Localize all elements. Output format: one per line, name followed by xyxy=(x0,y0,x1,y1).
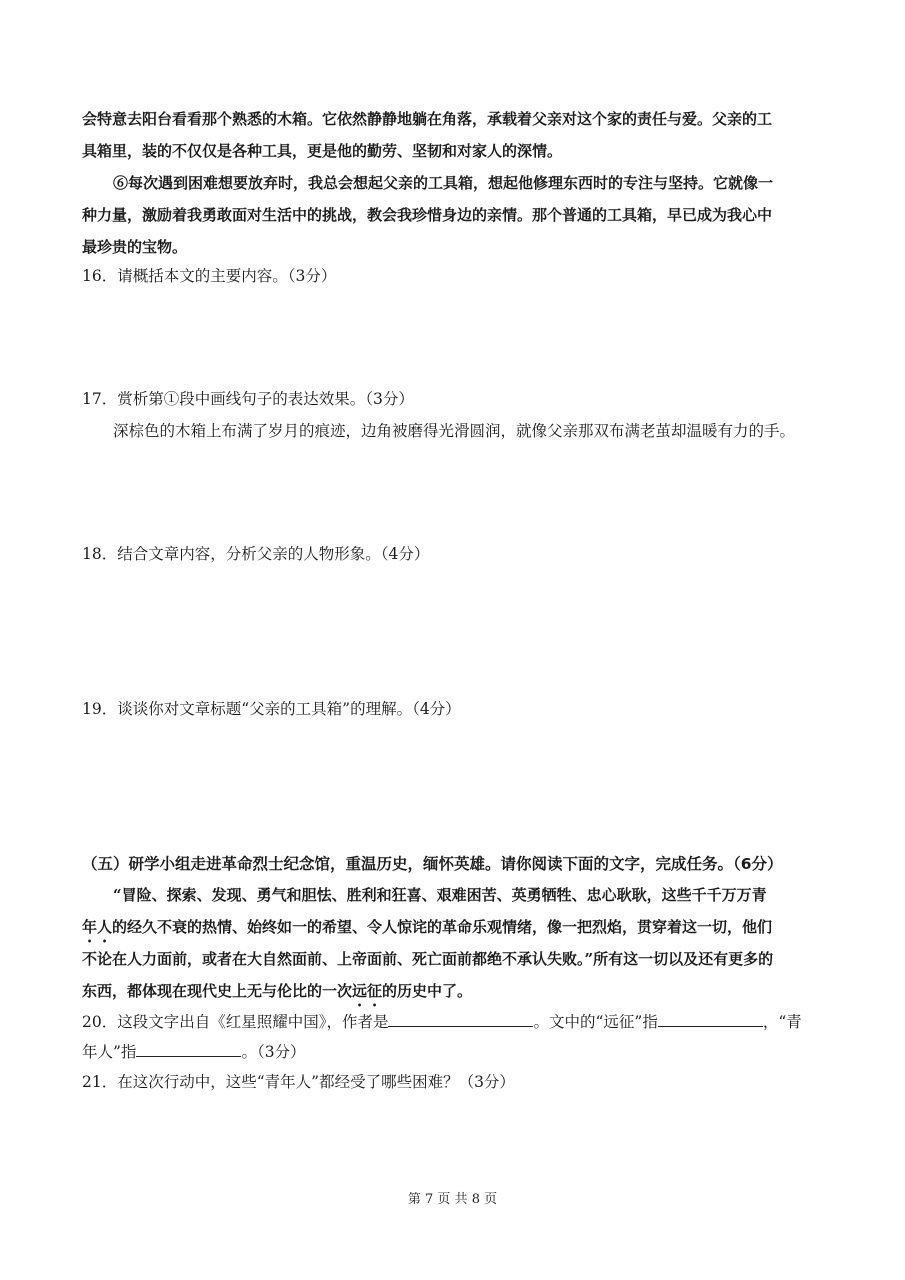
emphasized-char: 人 xyxy=(97,918,113,936)
excerpt-text: 的历史中了。 xyxy=(382,982,473,1000)
question-18: 18．结合文章内容，分析父亲的人物形象。（4分） xyxy=(82,545,430,563)
page-footer: 第 7 页 共 8 页 xyxy=(407,1192,498,1207)
passage-line-1: 会特意去阳台看看那个熟悉的木箱。它依然静静地躺在角落，承载着父亲对这个家的责任与爱。父亲的工 xyxy=(82,110,773,128)
q20-text: 年人”指 xyxy=(82,1043,137,1061)
q20-text: 20．这段文字出自《红星照耀中国》，作者是 xyxy=(82,1013,389,1031)
excerpt-line-1: “冒险、探索、发现、勇气和胆怯、胜利和狂喜、艰难困苦、英勇牺牲、忠心耿耿，这些千千万万青 xyxy=(113,886,767,904)
answer-blank-expedition[interactable] xyxy=(658,1012,763,1027)
q20-text: ，“青 xyxy=(762,1013,802,1031)
excerpt-text: 的经久不衰的热情、始终如一的希望、令人惊诧的革命乐观情绪，像一把烈焰，贯穿着这一切，他们 xyxy=(112,918,773,936)
excerpt-line-4 xyxy=(82,980,823,1010)
question-17: 17．赏析第①段中画线句子的表达效果。（3分） xyxy=(82,390,414,408)
question-20-cont xyxy=(82,1040,823,1062)
q20-text: 。（3分） xyxy=(241,1043,306,1061)
excerpt-text: 东西，都体现在现代史上无与伦比的一次 xyxy=(82,982,353,1000)
q20-text: 。文中的“远征”指 xyxy=(533,1013,658,1031)
excerpt-line-3: 不论在人力面前，或者在大自然面前、上帝面前、死亡面前都绝不承认失败。”所有这一切以及还有更多的 xyxy=(82,950,774,968)
answer-blank-author[interactable] xyxy=(388,1012,533,1027)
question-20 xyxy=(82,1010,823,1032)
emphasized-char: 远 xyxy=(352,982,368,1000)
emphasized-char: 年 xyxy=(82,918,98,936)
passage-line-5: 最珍贵的宝物。 xyxy=(82,238,188,256)
passage-line-3: ⑥每次遇到困难想要放弃时，我总会想起父亲的工具箱，想起他修理东西时的专注与坚持。它就像一 xyxy=(113,174,774,192)
answer-blank-youth[interactable] xyxy=(136,1042,241,1057)
question-16: 16．请概括本文的主要内容。（3分） xyxy=(82,267,337,285)
question-17-quote: 深棕色的木箱上布满了岁月的痕迹，边角被磨得光滑圆润，就像父亲那双布满老茧却温暖有力的手。 xyxy=(113,422,796,440)
question-21: 21．在这次行动中，这些“青年人”都经受了哪些困难？（3分） xyxy=(82,1073,515,1091)
emphasized-char: 征 xyxy=(367,982,383,1000)
section-5-heading: （五）研学小组走进革命烈士纪念馆，重温历史，缅怀英雄。请你阅读下面的文字，完成任务。（6分） xyxy=(82,855,783,873)
question-19: 19．谈谈你对文章标题“父亲的工具箱”的理解。（4分） xyxy=(82,700,461,718)
excerpt-line-2 xyxy=(82,916,823,946)
passage-line-2: 具箱里，装的不仅仅是各种工具，更是他的勤劳、坚韧和对家人的深情。 xyxy=(82,142,563,160)
passage-line-4: 种力量，激励着我勇敢面对生活中的挑战，教会我珍惜身边的亲情。那个普通的工具箱，早已成为我心中 xyxy=(82,206,773,224)
